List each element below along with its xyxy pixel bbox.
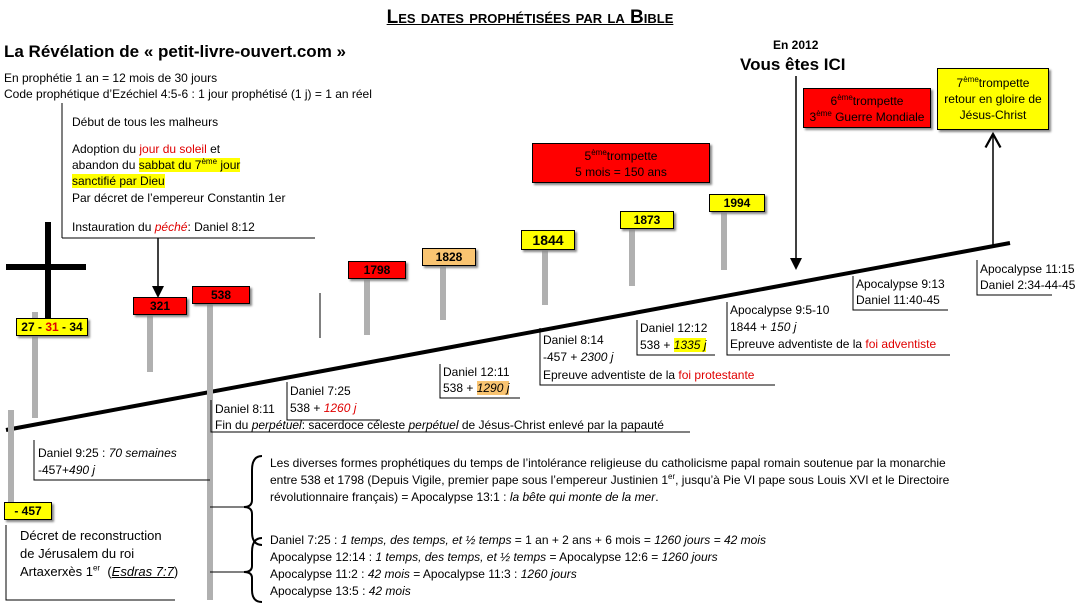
label-daniel-7-25-calc: 538 + 1260 j [290,401,357,415]
cross-icon [6,222,86,320]
date-box-minus-457: - 457 [4,502,52,520]
top-note-sanctifie: sanctifié par Dieu [72,174,165,188]
date-box-321: 321 [133,297,187,315]
bottom-para-1-line-1: Les diverses formes prophétiques du temps de l’intolérance religieuse du catholicisme papal romain soutenue par la monarchie [270,456,946,470]
bottom-para-2-line-1: Daniel 7:25 : 1 temps, des temps, et ½ temps = 1 an + 2 ans + 6 mois = 1260 jours = 42 mois [270,533,766,547]
bottom-para-1-line-3: révolutionnaire français) = Apocalypse 13:1 : la bête qui monte de la mer. [270,490,659,504]
date-box-27-31-34: 27 - 31 - 34 [16,318,88,336]
rule-line-1: En prophétie 1 an = 12 mois de 30 jours [4,71,218,85]
label-daniel-12-11-calc: 538 + 1290 j [443,381,510,395]
date-box-1994: 1994 [709,194,765,212]
bottom-para-1-line-2: entre 538 et 1798 (Depuis Vigile, premier pape sous l’empereur Justinien 1er, jusqu’à Pie VI pape sous Louis XVI et le Directoire [270,472,950,487]
top-note-instauration: Instauration du péché: Daniel 8:12 [72,220,255,234]
label-apocalypse-11-15: Apocalypse 11:15 [980,262,1075,276]
rule-line-2: Code prophétique d’Ezéchiel 4:5-6 : 1 jour prophétisé (1 j) = 1 an réel [4,87,372,101]
subtitle: La Révélation de « petit-livre-ouvert.com » [4,42,346,61]
date-box-1798: 1798 [348,261,406,279]
now-label: Vous êtes ICI [740,55,846,74]
label-daniel-12-12-calc: 538 + 1335 j [640,338,707,352]
label-daniel-2-34: Daniel 2:34-44-45 [980,278,1075,292]
bottom-para-2-line-3: Apocalypse 11:2 : 42 mois = Apocalypse 11:3 : 1260 jours [270,567,577,581]
label-daniel-9-25-calc: -457+490 j [38,463,96,477]
label-daniel-12-11: Daniel 12:11 [443,365,510,379]
date-box-538: 538 [192,286,250,304]
label-apocalypse-9-5-10: Apocalypse 9:5-10 [730,303,830,317]
label-daniel-7-25: Daniel 7:25 [290,384,351,398]
trumpet-5-box: 5èmetrompette 5 mois = 150 ans [532,143,710,183]
date-box-1873: 1873 [620,211,674,229]
bottom-para-2-line-4: Apocalypse 13:5 : 42 mois [270,584,411,598]
label-decret-3: Artaxerxès 1er (Esdras 7:7) [20,563,179,579]
top-note-decret: Par décret de l’empereur Constantin 1er [72,191,286,205]
label-fin-perpetuel: Fin du perpétuel: sacerdoce céleste perpétuel de Jésus-Christ enlevé par la papauté [215,418,664,432]
label-daniel-9-25: Daniel 9:25 : 70 semaines [38,446,177,460]
trumpet-7-box: 7èmetrompette retour en gloire de Jésus-Christ [937,68,1049,130]
top-note-abandon: abandon du sabbat du 7ème jour [72,157,241,172]
label-epreuve-protestante: Epreuve adventiste de la foi protestante [543,368,755,382]
label-epreuve-adventiste: Epreuve adventiste de la foi adventiste [730,337,937,351]
label-daniel-8-11: Daniel 8:11 [215,402,275,416]
date-box-1828: 1828 [422,248,476,266]
label-decret-2: de Jérusalem du roi [20,546,135,561]
page-title: Les dates prophétisées par la Bible [386,7,674,28]
date-box-1844: 1844 [521,230,575,250]
top-note-line-1: Début de tous les malheurs [72,115,219,129]
bottom-para-2-line-2: Apocalypse 12:14 : 1 temps, des temps, et ½ temps = Apocalypse 12:6 = 1260 jours [270,550,718,564]
label-apocalypse-9-5-10-calc: 1844 + 150 j [730,320,797,334]
label-daniel-11-40-45: Daniel 11:40-45 [856,293,940,307]
now-year: En 2012 [773,38,819,52]
label-decret-1: Décret de reconstruction [20,528,162,543]
top-note-adoption: Adoption du jour du soleil et [72,142,221,156]
label-daniel-12-12: Daniel 12:12 [640,321,708,335]
label-daniel-8-14: Daniel 8:14 [543,333,604,347]
label-daniel-8-14-calc: -457 + 2300 j [543,350,614,364]
trumpet-6-box: 6èmetrompette 3ème Guerre Mondiale [803,88,931,128]
label-apocalypse-9-13: Apocalypse 9:13 [856,277,945,291]
